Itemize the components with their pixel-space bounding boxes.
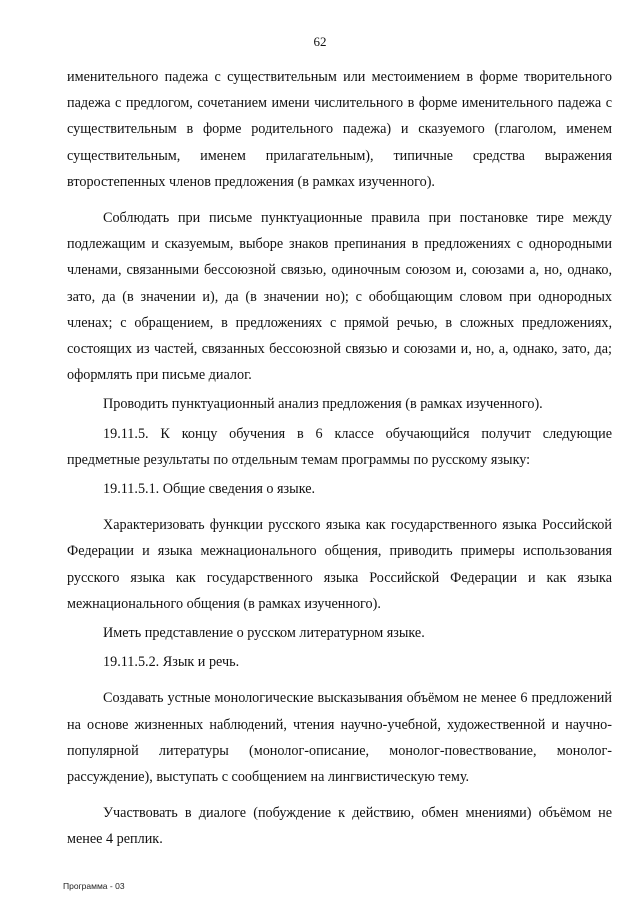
page-footer: Программа - 03 [63,881,125,891]
paragraph-punctuation-analysis: Проводить пунктуационный анализ предложения (в рамках изученного). [103,396,543,413]
document-body [67,64,612,853]
paragraph-section-19-11-5: 19.11.5. К концу обучения в 6 классе обучающийся получит следующие предметные результаты по отдельным темам программы по русскому языку: [67,425,612,468]
paragraph-punctuation-rules: Соблюдать при письме пунктуационные правила при постановке тире между подлежащим и сказуемым, выборе знаков препинания в предложениях с однородными членами, связанными бессоюзной связью, одиночным союзом и, союзами а, но, однако, зато, да (в значении и), да (в значении но); с обобщающим словом при однородных членах; с обращением, в предложениях с прямой речью, в сложных предложениях, состоящих из частей, связанных бессоюзной связью и союзами и, но, а, однако, зато, да; оформлять при письме диалог. [67,210,612,384]
paragraph-dialogue: Участвовать в диалоге (побуждение к действию, обмен мнениями) объёмом не менее 4 реплик. [67,805,612,848]
paragraph-continuation: именительного падежа с существительным или местоимением в форме творительного падежа с предлогом, сочетанием имени числительного в форме именительного падежа с существительным в форме родительного падежа) и сказуемого (глаголом, именем существительным, именем прилагательным), типичные средства выражения второстепенных членов предложения (в рамках изученного). [67,69,612,190]
paragraph-monologue: Создавать устные монологические высказывания объёмом не менее 6 предложений на основе жизненных наблюдений, чтения научно-учебной, художественной и научно-популярной литературы (монолог-описание, монолог-повествование, монолог-рассуждение), выступать с сообщением на лингвистическую тему. [67,690,612,786]
section-heading-19-11-5-1: 19.11.5.1. Общие сведения о языке. [103,481,316,498]
section-heading-19-11-5-2: 19.11.5.2. Язык и речь. [103,654,240,671]
paragraph-literary-language: Иметь представление о русском литературном языке. [103,625,425,642]
paragraph-language-functions: Характеризовать функции русского языка как государственного языка Российской Федерации и языка межнационального общения, приводить примеры использования русского языка как государственного языка Российской Федерации и как языка межнационального общения (в рамках изученного). [67,517,612,612]
page-number: 62 [313,34,327,49]
